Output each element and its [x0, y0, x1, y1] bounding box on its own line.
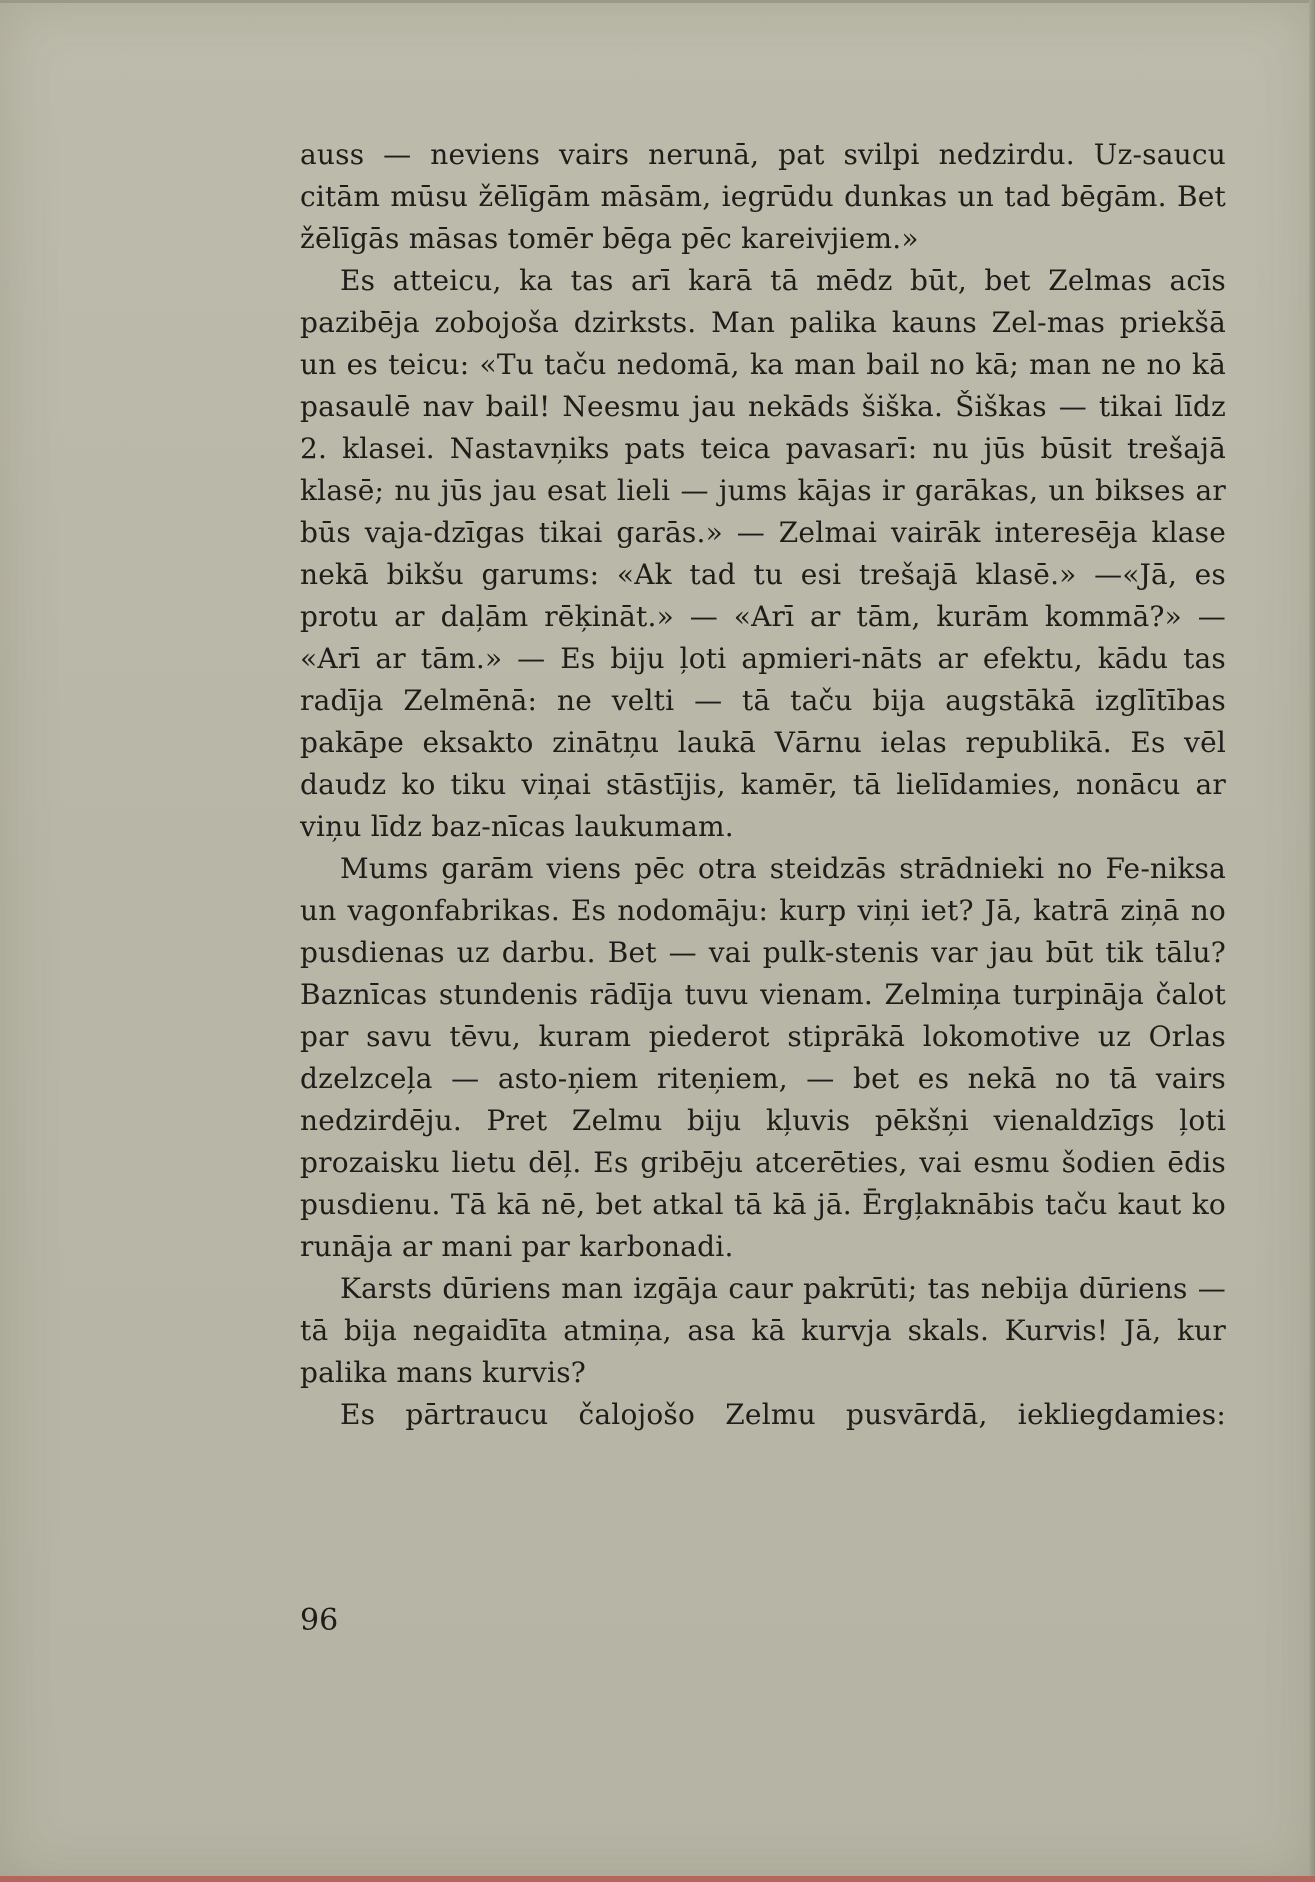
body-text [300, 134, 1226, 1436]
page-right-edge [1309, 0, 1315, 1882]
page-number: 96 [300, 1603, 339, 1638]
page-bottom-edge [0, 1876, 1315, 1882]
paragraph-5: Es pārtraucu čalojošo Zelmu pusvārdā, iekliegdamies: [340, 1398, 1226, 1431]
paragraph-4: Karsts dūriens man izgāja caur pakrūti; tas nebija dūriens — tā bija negaidīta atmiņa, asa kā kurvja skals. Kurvis! Jā, kur palika mans kurvis? [300, 1272, 1226, 1389]
paragraph-3: Mums garām viens pēc otra steidzās strādnieki no Fe-niksa un vagonfabrikas. Es nodomāju: kurp viņi iet? Jā, katrā ziņā no pusdienas uz darbu. Bet — vai pulk-stenis var jau būt tik tālu? Baznīcas stundenis rādīja tuvu vienam. Zelmiņa turpināja čalot par savu tēvu, kuram piederot stiprākā lokomotive uz Orlas dzelzceļa — asto-ņiem riteņiem, — bet es nekā no tā vairs nedzirdēju. Pret Zelmu biju kļuvis pēkšņi vienaldzīgs ļoti prozaisku lietu dēļ. Es gribēju atcerēties, vai esmu šodien ēdis pusdienu. Tā kā nē, bet atkal tā kā jā. Ērgļaknābis taču kaut ko runāja ar mani par karbonadi. [300, 852, 1226, 1263]
paragraph-1: auss — neviens vairs nerunā, pat svilpi nedzirdu. Uz-saucu citām mūsu žēlīgām māsām, iegrūdu dunkas un tad bēgām. Bet žēlīgās māsas tomēr bēga pēc kareivjiem.» [300, 138, 1226, 255]
paragraph-2: Es atteicu, ka tas arī karā tā mēdz būt, bet Zelmas acīs pazibēja zobojoša dzirksts. Man palika kauns Zel-mas priekšā un es teicu: «Tu taču nedomā, ka man bail no kā; man ne no kā pasaulē nav bail! Neesmu jau nekāds šiška. Šiškas — tikai līdz 2. klasei. Nastavņiks pats teica pavasarī: nu jūs būsit trešajā klasē; nu jūs jau esat lieli — jums kājas ir garākas, un bikses ar būs vaja-dzīgas tikai garās.» — Zelmai vairāk interesēja klase nekā bikšu garums: «Ak tad tu esi trešajā klasē.» —«Jā, es protu ar daļām rēķināt.» — «Arī ar tām, kurām kommā?» — «Arī ar tām.» — Es biju ļoti apmieri-nāts ar efektu, kādu tas radīja Zelmēnā: ne velti — tā taču bija augstākā izglītības pakāpe eksakto zinātņu laukā Vārnu ielas republikā. Es vēl daudz ko tiku viņai stāstījis, kamēr, tā lielīdamies, nonācu ar viņu līdz baz-nīcas laukumam. [300, 264, 1226, 843]
page-top-edge [0, 0, 1315, 3]
